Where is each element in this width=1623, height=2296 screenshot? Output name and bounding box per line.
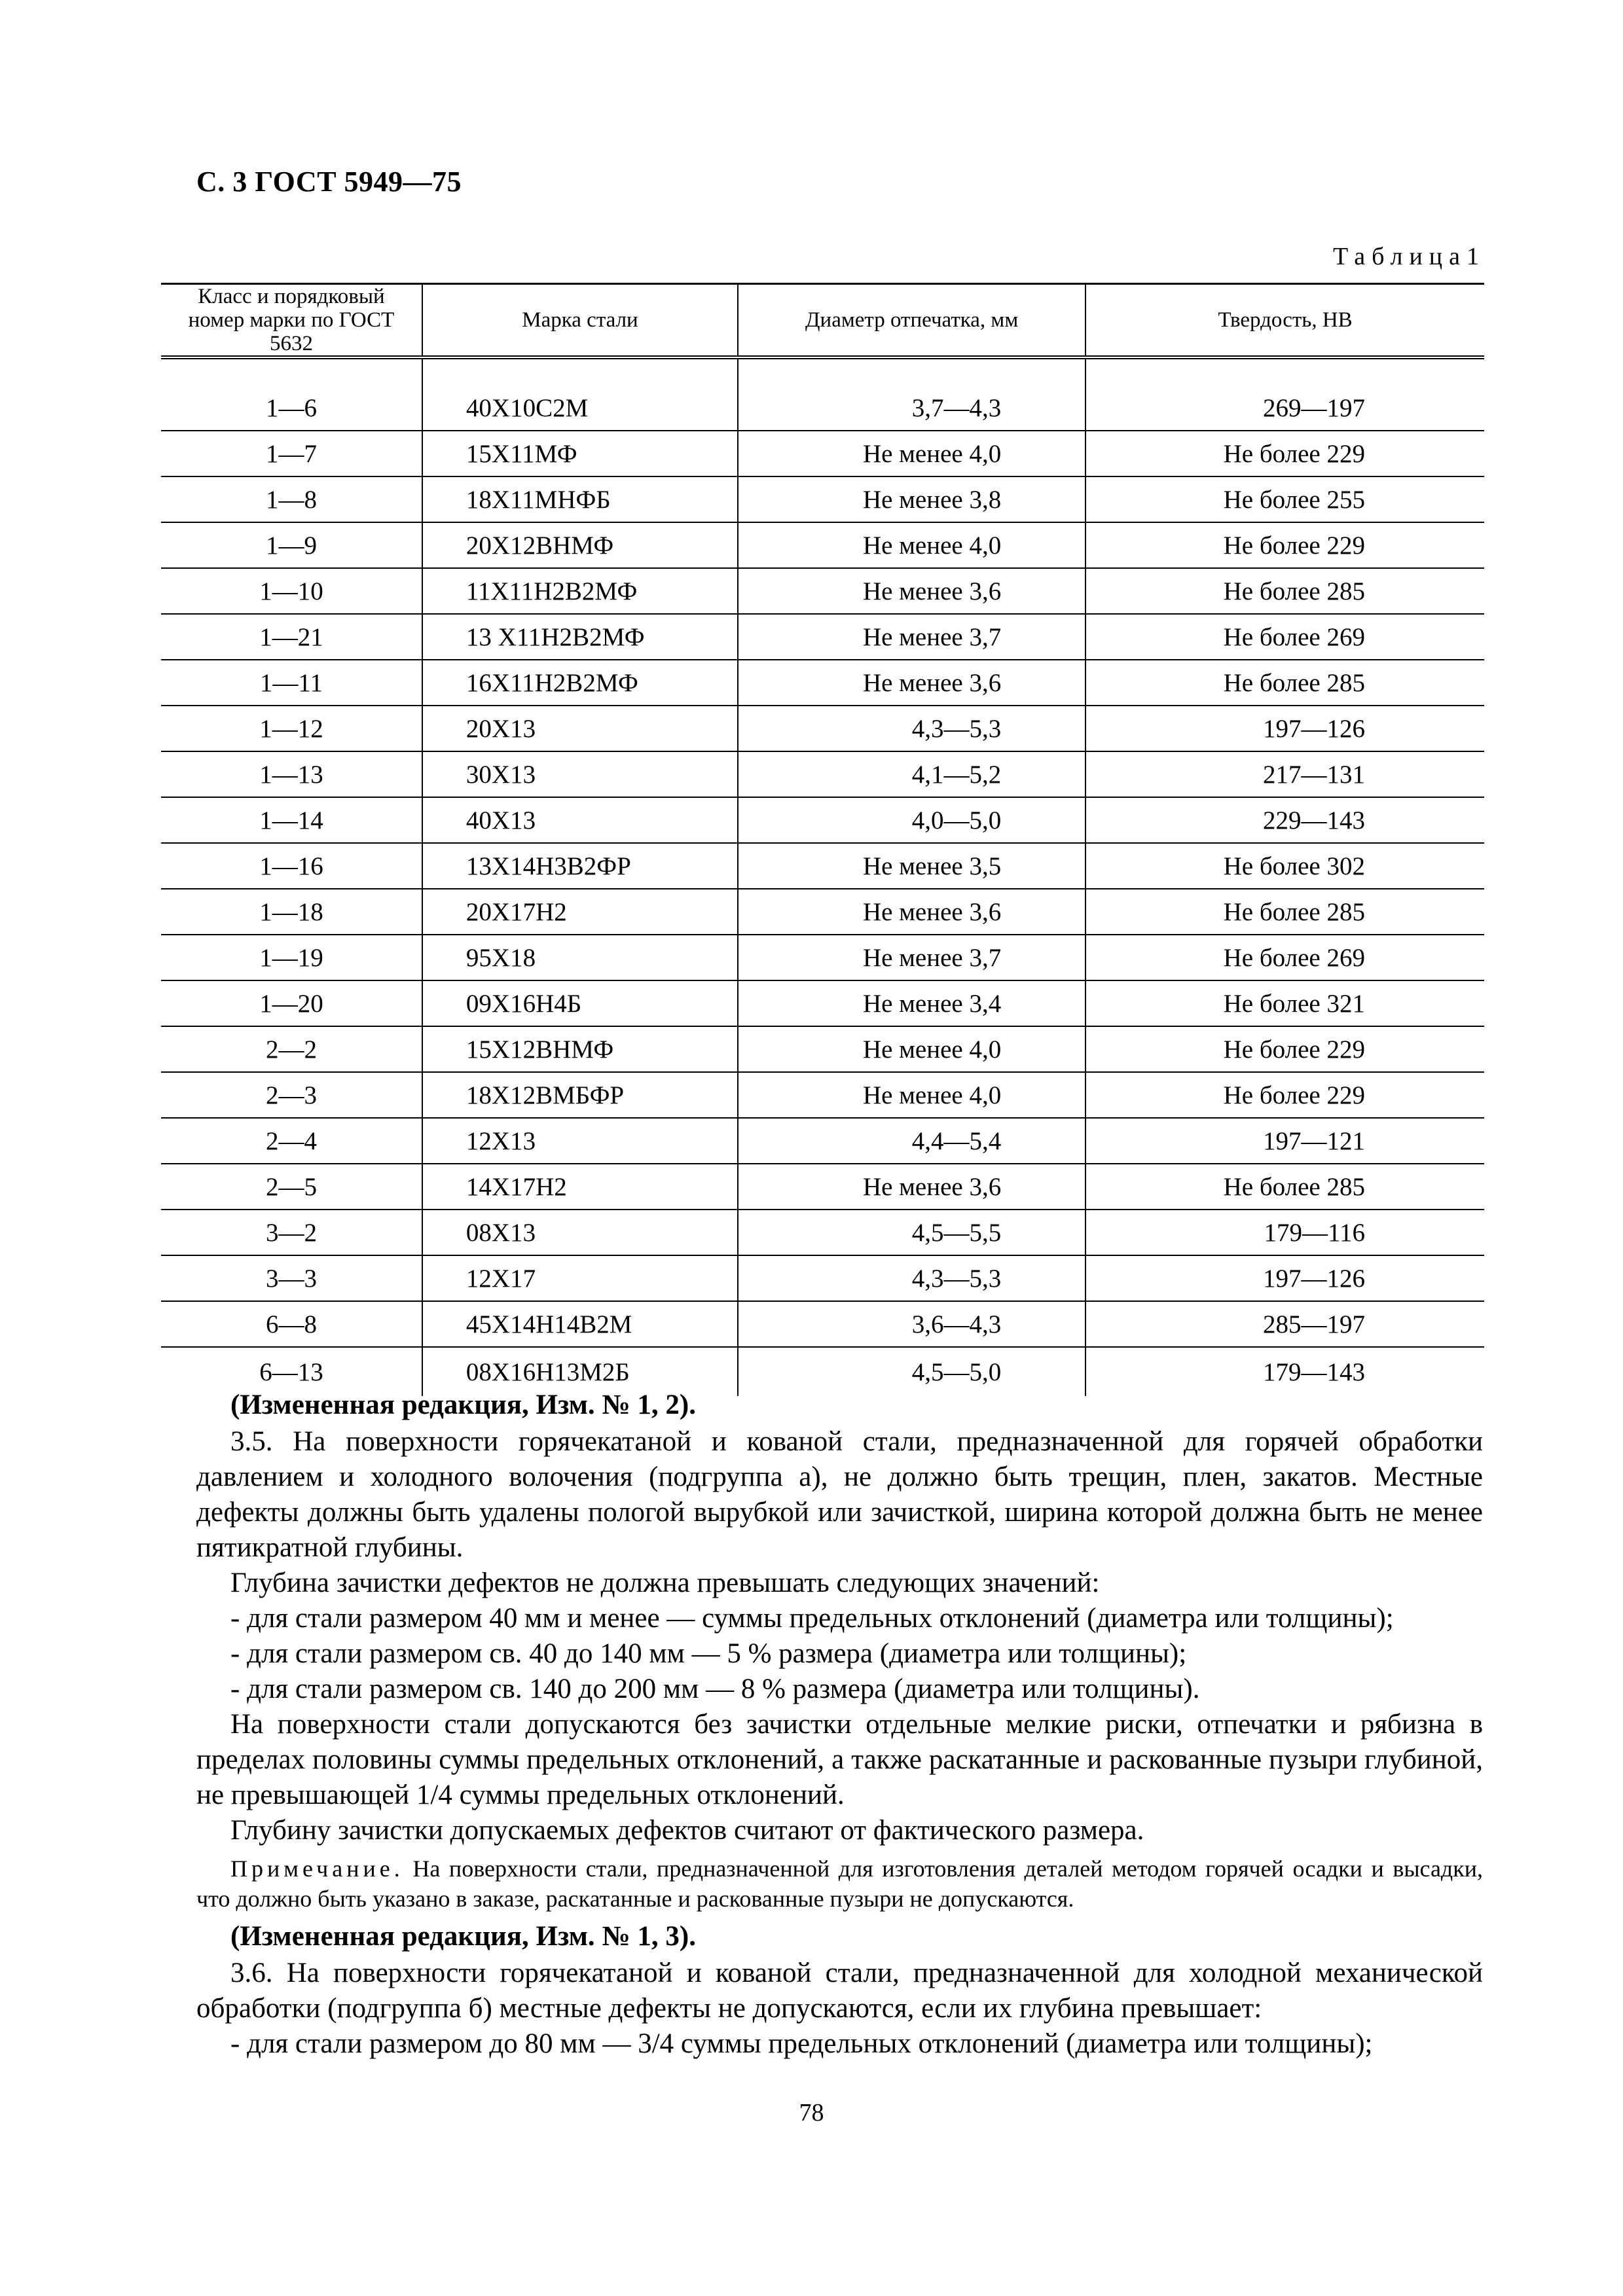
cell-hardness: 269—197 (1085, 386, 1484, 431)
cell-diameter: Не менее 3,6 (738, 1164, 1085, 1210)
table-header-row (161, 284, 1484, 358)
table-row (161, 522, 1484, 568)
cell-diameter: 4,5—5,0 (738, 1347, 1085, 1396)
paragraph-3-5: 3.5. На поверхности горячекатаной и кованой стали, предназначенной для горячей обработки давлением и холодного волочения (подгруппа а), не должно быть трещин, плен, закатов. Местные дефекты должны быть удалены пологой вырубкой или зачисткой, ширина которой должна быть не менее пятикратной глубины. (196, 1426, 1483, 1563)
cell-diameter: 4,0—5,0 (738, 797, 1085, 843)
cell-hardness: Не более 285 (1085, 660, 1484, 706)
table-row (161, 935, 1484, 980)
cell-diameter: Не менее 4,0 (738, 1026, 1085, 1072)
cell-class: 1—6 (161, 386, 422, 431)
cell-diameter: Не менее 4,0 (738, 431, 1085, 476)
table-row (161, 614, 1484, 660)
cell-grade: 45Х14Н14В2М (422, 1301, 738, 1347)
cell-class: 1—10 (161, 568, 422, 614)
note (196, 1854, 1483, 1914)
cell-grade: 20Х13 (422, 706, 738, 751)
cell-class: 1—8 (161, 476, 422, 522)
cell-class: 2—5 (161, 1164, 422, 1210)
cell-class: 6—8 (161, 1301, 422, 1347)
cell-diameter: Не менее 3,6 (738, 660, 1085, 706)
cell-diameter: 4,3—5,3 (738, 706, 1085, 751)
cell-hardness: 197—126 (1085, 706, 1484, 751)
cell-grade: 11Х11Н2В2МФ (422, 568, 738, 614)
cell-grade: 12Х13 (422, 1118, 738, 1164)
cell-diameter: 3,7—4,3 (738, 386, 1085, 431)
cell-diameter: Не менее 3,7 (738, 935, 1085, 980)
cell-grade: 08Х13 (422, 1210, 738, 1255)
table-row (161, 386, 1484, 431)
table-row (161, 889, 1484, 935)
table-row (161, 797, 1484, 843)
cell-grade: 13 Х11Н2В2МФ (422, 614, 738, 660)
cell-hardness: Не более 229 (1085, 1026, 1484, 1072)
cell-grade: 09Х16Н4Б (422, 980, 738, 1026)
table-row (161, 1072, 1484, 1118)
cell-class: 1—9 (161, 522, 422, 568)
cell-grade: 13Х14Н3В2ФР (422, 843, 738, 889)
table-row (161, 1301, 1484, 1347)
table-row (161, 1118, 1484, 1164)
paragraph-measure: Глубину зачистки допускаемых дефектов считают от фактического размера. (230, 1815, 1144, 1846)
cell-diameter: Не менее 3,7 (738, 614, 1085, 660)
table-row (161, 660, 1484, 706)
note-label: Примечание. (230, 1856, 404, 1882)
table-row (161, 843, 1484, 889)
cell-diameter: 4,5—5,5 (738, 1210, 1085, 1255)
table-row (161, 706, 1484, 751)
cell-class: 1—12 (161, 706, 422, 751)
cell-hardness: 285—197 (1085, 1301, 1484, 1347)
cell-grade: 30Х13 (422, 751, 738, 797)
cell-class: 2—4 (161, 1118, 422, 1164)
paragraph-3-6: 3.6. На поверхности горячекатаной и кованой стали, предназначенной для холодной механической обработки (подгруппа б) местные дефекты не допускаются, если их глубина превышает: (196, 1958, 1483, 2024)
list-item-3: - для стали размером св. 140 до 200 мм — 8 % размера (диаметра или толщины). (230, 1674, 1200, 1704)
edit-note-2: (Измененная редакция, Изм. № 1, 3). (230, 1921, 696, 1952)
cell-diameter: Не менее 4,0 (738, 522, 1085, 568)
cell-diameter: 4,4—5,4 (738, 1118, 1085, 1164)
cell-grade: 08Х16Н13М2Б (422, 1347, 738, 1396)
cell-class: 1—14 (161, 797, 422, 843)
cell-diameter: Не менее 3,6 (738, 889, 1085, 935)
cell-class: 1—16 (161, 843, 422, 889)
cell-grade: 20Х12ВНМФ (422, 522, 738, 568)
cell-hardness: Не более 269 (1085, 935, 1484, 980)
cell-grade: 18Х11МНФБ (422, 476, 738, 522)
cell-hardness: Не более 321 (1085, 980, 1484, 1026)
table-row (161, 568, 1484, 614)
cell-hardness: Не более 229 (1085, 1072, 1484, 1118)
cell-class: 1—13 (161, 751, 422, 797)
table-row (161, 980, 1484, 1026)
cell-diameter: 4,1—5,2 (738, 751, 1085, 797)
cell-diameter: Не менее 3,8 (738, 476, 1085, 522)
cell-class: 1—21 (161, 614, 422, 660)
table-body (161, 357, 1484, 1396)
column-header-class: Класс и порядковый номер марки по ГОСТ 5632 (161, 284, 422, 358)
cell-class: 3—2 (161, 1210, 422, 1255)
cell-grade: 12Х17 (422, 1255, 738, 1301)
cell-hardness: Не более 285 (1085, 1164, 1484, 1210)
cell-diameter: 3,6—4,3 (738, 1301, 1085, 1347)
paragraph-allowed: На поверхности стали допускаются без зачистки отдельные мелкие риски, отпечатки и рябизна в пределах половины суммы предельных отклонений, а также раскатанные и раскованные пузыри глубиной, не превышающей 1/4 суммы предельных отклонений. (196, 1709, 1483, 1810)
cell-class: 2—2 (161, 1026, 422, 1072)
list-item-1: - для стали размером 40 мм и менее — суммы предельных отклонений (диаметра или толщины); (230, 1603, 1394, 1634)
body-text (196, 1388, 1483, 2062)
column-header-grade: Марка стали (422, 284, 738, 358)
cell-class: 1—11 (161, 660, 422, 706)
cell-class: 1—18 (161, 889, 422, 935)
cell-grade: 20Х17Н2 (422, 889, 738, 935)
cell-grade: 18Х12ВМБФР (422, 1072, 738, 1118)
cell-grade: 15Х12ВНМФ (422, 1026, 738, 1072)
cell-class: 6—13 (161, 1347, 422, 1396)
cell-hardness: Не более 302 (1085, 843, 1484, 889)
table-row (161, 476, 1484, 522)
cell-grade: 14Х17Н2 (422, 1164, 738, 1210)
cell-hardness: 179—143 (1263, 1357, 1365, 1386)
cell-diameter: Не менее 3,4 (738, 980, 1085, 1026)
cell-diameter: Не менее 3,6 (738, 568, 1085, 614)
table-row (161, 431, 1484, 476)
cell-grade: 16Х11Н2В2МФ (422, 660, 738, 706)
page-number: 78 (799, 2099, 824, 2126)
cell-hardness: Не более 285 (1085, 889, 1484, 935)
cell-grade: 40Х13 (422, 797, 738, 843)
edit-note-1: (Измененная редакция, Изм. № 1, 2). (230, 1390, 696, 1420)
cell-class: 1—7 (161, 431, 422, 476)
cell-hardness: 197—126 (1085, 1255, 1484, 1301)
list-item-4: - для стали размером до 80 мм — 3/4 суммы предельных отклонений (диаметра или толщины); (230, 2028, 1373, 2059)
cell-class: 3—3 (161, 1255, 422, 1301)
page-header: С. 3 ГОСТ 5949—75 (196, 166, 462, 198)
cell-diameter: 4,3—5,3 (738, 1255, 1085, 1301)
table-row (161, 1255, 1484, 1301)
cell-hardness: 179—116 (1085, 1210, 1484, 1255)
cell-hardness: 229—143 (1085, 797, 1484, 843)
cell-grade: 15Х11МФ (422, 431, 738, 476)
cell-hardness: Не более 229 (1085, 522, 1484, 568)
cell-hardness: Не более 229 (1085, 431, 1484, 476)
cell-hardness: Не более 285 (1085, 568, 1484, 614)
cell-grade: 95Х18 (422, 935, 738, 980)
steel-hardness-table (161, 283, 1484, 1396)
column-header-hardness: Твердость, НВ (1085, 284, 1484, 358)
cell-hardness: 217—131 (1085, 751, 1484, 797)
note-text: На поверхности стали, предназначенной для изготовления деталей методом горячей осадки и высадки, что должно быть указано в заказе, раскатанные и раскованные пузыри не допускаются. (196, 1856, 1483, 1912)
table-caption: Таблица1 (1332, 243, 1486, 270)
paragraph-depth: Глубина зачистки дефектов не должна превышать следующих значений: (230, 1568, 1100, 1598)
cell-diameter: Не менее 3,5 (738, 843, 1085, 889)
table-row (161, 1026, 1484, 1072)
cell-class: 1—20 (161, 980, 422, 1026)
table-row (161, 751, 1484, 797)
cell-hardness: Не более 269 (1085, 614, 1484, 660)
table-row (161, 1164, 1484, 1210)
cell-grade: 40Х10С2М (422, 386, 738, 431)
table-row (161, 1210, 1484, 1255)
list-item-2: - для стали размером св. 40 до 140 мм — 5 % размера (диаметра или толщины); (230, 1638, 1187, 1669)
cell-hardness: 197—121 (1085, 1118, 1484, 1164)
cell-hardness: Не более 255 (1085, 476, 1484, 522)
cell-class: 2—3 (161, 1072, 422, 1118)
cell-class: 1—19 (161, 935, 422, 980)
column-header-diameter: Диаметр отпечатка, мм (738, 284, 1085, 358)
cell-diameter: Не менее 4,0 (738, 1072, 1085, 1118)
table-spacer-row (161, 357, 1484, 386)
